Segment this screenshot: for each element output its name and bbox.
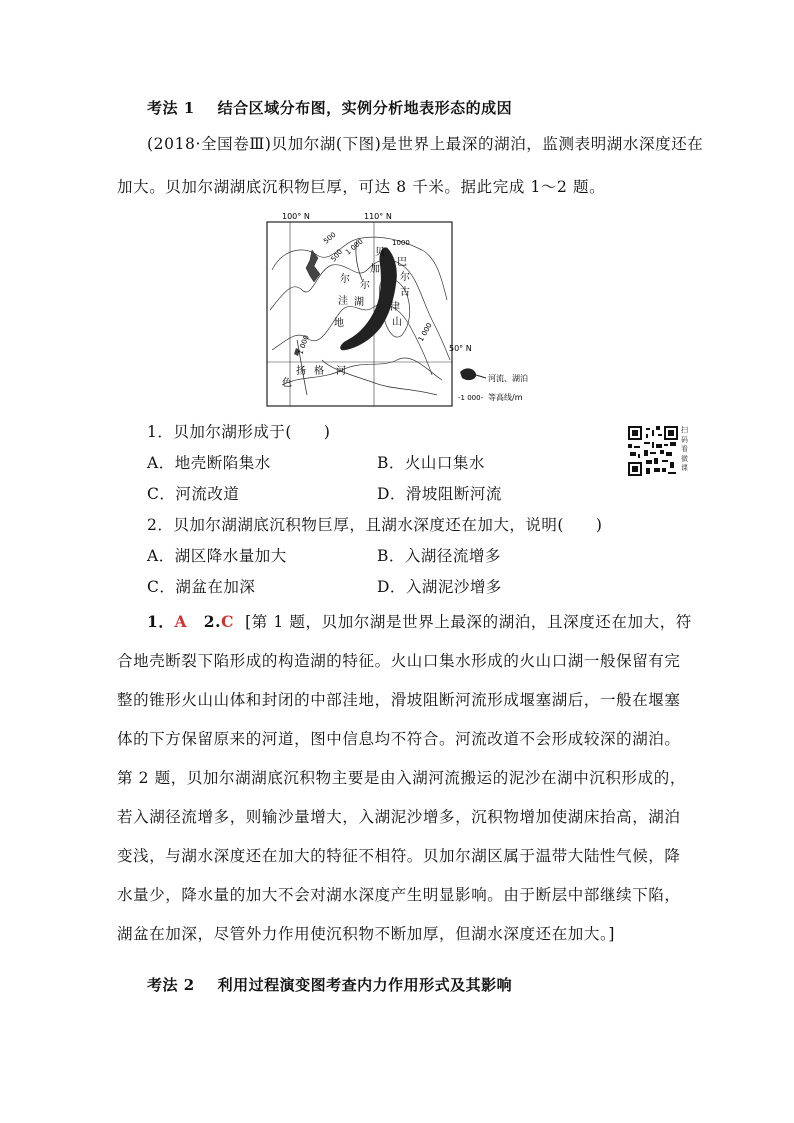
- intro-line1: (2018·全国卷Ⅲ)贝加尔湖(下图)是世界上最深的湖泊，监测表明湖水深度还在: [147, 135, 704, 153]
- label-bei: 贝: [375, 247, 385, 258]
- answer-line9: 湖盆在加深，尽管外力作用使沉积物不断加厚，但湖水深度还在加大。]: [117, 925, 615, 943]
- answer-line5: 第 2 题，贝加尔湖湖底沉积物主要是由入湖河流搬运的泥沙在湖中沉积形成的，: [117, 769, 686, 787]
- section2-title: 利用过程演变图考查内力作用形式及其影响: [217, 976, 513, 994]
- label-wa: 洼: [338, 296, 348, 307]
- label-yang: 扬: [296, 366, 306, 377]
- baikal-map: [262, 210, 552, 410]
- lon-label-110: 110° N: [364, 212, 392, 221]
- answer-line7: 变浅，与湖水深度还在加大的特征不相符。贝加尔湖区属于温带大陆性气候，降: [117, 847, 681, 865]
- q2-option-d[interactable]: D．入湖泥沙增多: [377, 578, 502, 596]
- contour-label-500b: 500: [329, 247, 345, 264]
- section2-label: 考法 2: [147, 976, 195, 994]
- qr-code-icon[interactable]: [628, 426, 678, 476]
- qr-caption-2: 码: [681, 435, 688, 444]
- label-barg-2: 尔: [400, 272, 410, 283]
- answer-line8: 水量少，降水量的加大不会对湖水深度产生明显影响。由于断层中部继续下陷，: [117, 886, 681, 904]
- qr-caption: [681, 426, 688, 474]
- map-frame: [267, 222, 452, 406]
- qr-code-block[interactable]: [628, 426, 700, 476]
- label-di: 地: [334, 318, 344, 329]
- label-se: 色: [282, 378, 292, 389]
- label-barg-3: 古: [400, 287, 410, 298]
- contour-label-1000b: 1000: [392, 239, 410, 247]
- contour-label-1000a: 1 000: [344, 237, 365, 257]
- answer-key2: C: [221, 612, 235, 631]
- intro-line2: 加大。贝加尔湖湖底沉积物巨厚，可达 8 千米。据此完成 1～2 题。: [117, 178, 606, 196]
- answer-line1: [147, 610, 692, 632]
- qr-caption-1: 扫: [681, 426, 688, 434]
- q1-option-a[interactable]: A．地壳断陷集水: [147, 454, 271, 472]
- lake-baikal: [341, 248, 397, 350]
- legend-contour-label: 等高线/m: [488, 393, 523, 402]
- label-barg-1: 巴: [397, 257, 407, 268]
- label-ge: 格: [314, 366, 324, 377]
- label-er-basin: 尔: [340, 274, 350, 285]
- label-barg-4: 津: [390, 302, 400, 313]
- legend-river-symbol: [476, 375, 486, 378]
- answer-num2: 2.: [203, 612, 222, 631]
- label-barg-5: 山: [392, 317, 402, 328]
- qr-caption-4: 微: [681, 454, 688, 463]
- baikal-map-figure: [262, 210, 552, 410]
- contour-label-1000d: 1 000: [416, 321, 434, 343]
- section2-heading: [147, 974, 512, 995]
- q1-stem: 1．贝加尔湖形成于( ): [147, 423, 331, 441]
- q2-option-c[interactable]: C．湖盆在加深: [147, 578, 256, 596]
- answer-line4: 体的下方保留原来的河道，图中信息均不符合。河流改道不会形成较深的湖泊。: [117, 730, 681, 748]
- lon-label-100: 100° N: [282, 212, 310, 221]
- answer-line2: 合地壳断裂下陷形成的构造湖的特征。火山口集水形成的火山口湖一般保留有完: [117, 652, 681, 670]
- qr-caption-5: 课: [681, 464, 688, 472]
- answer-line3: 整的锥形火山山体和封闭的中部洼地，滑坡阻断河流形成堰塞湖后，一般在堰塞: [117, 691, 681, 709]
- label-he: 河: [336, 366, 346, 377]
- q1-option-b[interactable]: B．火山口集水: [377, 454, 485, 472]
- legend-contour-sample: -1 000-: [458, 394, 484, 402]
- label-er: 尔: [360, 280, 370, 291]
- legend-river-lake: 河流、湖泊: [488, 374, 528, 383]
- qr-caption-3: 看: [681, 445, 688, 453]
- q2-option-a[interactable]: A．湖区降水量加大: [147, 547, 287, 565]
- label-jia: 加: [370, 264, 380, 275]
- contour-label-1000c: 1 000: [296, 334, 311, 356]
- q1-option-c[interactable]: C．河流改道: [147, 485, 240, 503]
- legend-lake-symbol: [460, 368, 476, 380]
- section1-heading: [147, 97, 512, 118]
- section1-title: 结合区域分布图，实例分析地表形态的成因: [217, 99, 513, 117]
- label-hu: 湖: [354, 297, 364, 308]
- answer-key1: A: [174, 612, 188, 631]
- section1-label: 考法 1: [147, 99, 195, 117]
- lat-label-50: 50° N: [449, 344, 472, 353]
- q2-stem: 2．贝加尔湖湖底沉积物巨厚，且湖水深度还在加大，说明( ): [147, 516, 603, 534]
- contour-label-500a: 500: [322, 230, 338, 246]
- answer-line6: 若入湖径流增多，则输沙量增大，入湖泥沙增多，沉积物增加使湖床抬高，湖泊: [117, 808, 681, 826]
- q2-option-b[interactable]: B．入湖径流增多: [377, 547, 501, 565]
- answer-text1: [第 1 题，贝加尔湖是世界上最深的湖泊，且深度还在加大，符: [245, 613, 692, 631]
- q1-option-d[interactable]: D．滑坡阻断河流: [377, 485, 502, 503]
- small-lake: [306, 250, 320, 282]
- answer-num1: 1．: [147, 612, 175, 631]
